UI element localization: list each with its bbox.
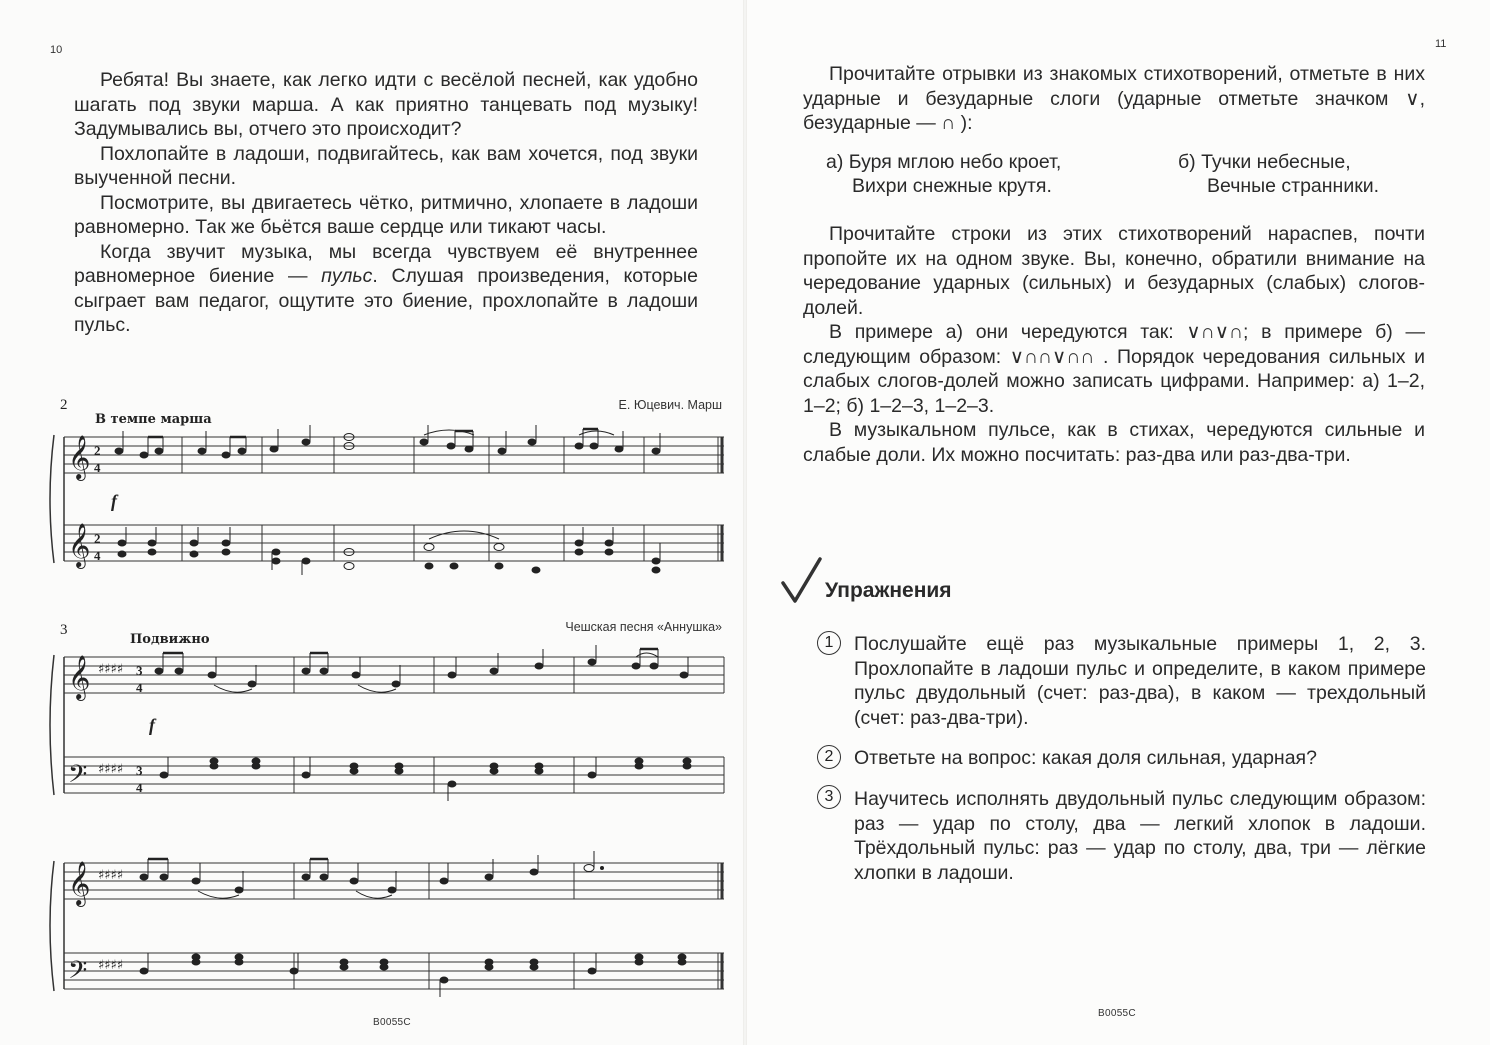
svg-text:4: 4 xyxy=(94,548,101,563)
svg-text:𝄢: 𝄢 xyxy=(68,956,88,991)
poem-a-line-2: Вихри снежные крутя. xyxy=(852,175,1052,197)
explanation-paragraph-2: В примере а) они чередуются так: ∨∩∨∩; в примере б) — следующим образом: ∨∩∩∨∩∩ . Порядок чередования сильных и слабых слогов-долей можно записать цифрами. Например: а) 1–2, 1–2; б) 1–2–3, 1–2–3. xyxy=(803,321,1425,417)
svg-text:3: 3 xyxy=(136,663,143,678)
poem-b xyxy=(1178,150,1379,198)
example-3-tempo: Подвижно xyxy=(130,632,210,647)
explanation-paragraph-1: Прочитайте строки из этих стихотворений нараспев, почти пропойте их на одном звуке. Вы, конечно, обратили внимание на чередование ударных (сильных) и безударных (слабых) слогов-долей. xyxy=(803,223,1425,319)
exercises-title: Упражнения xyxy=(825,579,952,602)
svg-text:𝄞: 𝄞 xyxy=(68,523,91,567)
exercise-3-text: Научитесь исполнять двудольный пульс следующим образом: раз — удар по столу, два — легкий хлопок в ладоши. Трёхдольный пульс: раз — удар по столу, два, три — лёгкие хлопки в ладоши. xyxy=(854,788,1426,884)
task-paragraph: Прочитайте отрывки из знакомых стихотворений, отметьте в них ударные и безударные слоги (ударные отметьте значком ∨, безударные — ∩ ): xyxy=(803,63,1425,134)
exercise-2-text: Ответьте на вопрос: какая доля сильная, ударная? xyxy=(854,747,1317,769)
svg-text:♯♯♯♯: ♯♯♯♯ xyxy=(98,868,124,883)
svg-text:♯♯♯♯: ♯♯♯♯ xyxy=(98,762,124,777)
example-2-composer: Е. Юцевич. Марш xyxy=(618,398,722,412)
exercise-3-number: 3 xyxy=(817,785,841,809)
explanation-paragraph-3: В музыкальном пульсе, как в стихах, чередуются сильные и слабые доли. Их можно посчитать: раз-два или раз-два-три. xyxy=(803,419,1425,466)
svg-text:4: 4 xyxy=(136,680,143,695)
poem-a-line-1: а) Буря мглою небо кроет, xyxy=(826,151,1062,173)
example-3-score-system-2 xyxy=(44,855,734,1000)
task-text xyxy=(803,62,1425,136)
explanation-text xyxy=(803,222,1425,467)
page-number-right: 11 xyxy=(1435,38,1447,50)
pulse-text-before: Когда звучит музыка, мы всегда чувствуем её внутреннее равномерное биение — xyxy=(74,240,698,287)
example-2-dynamic: f xyxy=(111,491,117,511)
checkmark-icon xyxy=(780,557,822,605)
poem-b-line-1: б) Тучки небесные, xyxy=(1178,151,1351,173)
example-3-dynamic: f xyxy=(149,715,155,735)
book-code-right: B0055C xyxy=(1098,1008,1136,1019)
intro-paragraph-1: Ребята! Вы знаете, как легко идти с весёлой песней, как удобно шагать под звуки марша. А как приятно танцевать под музыку! Задумывались вы, отчего это происходит? xyxy=(74,69,698,140)
poem-a xyxy=(826,150,1061,198)
page-number-left: 10 xyxy=(50,44,63,56)
example-2-score xyxy=(44,425,734,595)
svg-text:𝄞: 𝄞 xyxy=(68,861,91,905)
svg-text:♯♯♯♯: ♯♯♯♯ xyxy=(98,662,124,677)
example-3-score-system-1 xyxy=(44,645,734,810)
svg-text:𝄞: 𝄞 xyxy=(68,435,91,479)
svg-text:𝄞: 𝄞 xyxy=(68,655,91,699)
svg-text:3: 3 xyxy=(136,763,143,778)
svg-text:4: 4 xyxy=(136,780,143,795)
intro-text xyxy=(74,68,698,338)
pulse-term: пульс xyxy=(321,265,373,287)
example-2-tempo: В темпе марша xyxy=(95,412,212,427)
book-gutter xyxy=(743,0,747,1045)
svg-text:𝄢: 𝄢 xyxy=(68,760,88,795)
pulse-text-after: . Слушая произведения, которые сыграет вам педагог, ощутите это биение, прохлопайте в ладоши пульс. xyxy=(74,265,698,336)
svg-text:4: 4 xyxy=(94,460,101,475)
svg-text:2: 2 xyxy=(94,443,101,458)
book-code-left: B0055C xyxy=(373,1017,411,1028)
pulse-paragraph xyxy=(74,240,698,338)
poem-b-line-2: Вечные странники. xyxy=(1207,175,1380,197)
example-3-number: 3 xyxy=(60,622,68,638)
svg-text:♯♯♯♯: ♯♯♯♯ xyxy=(98,958,124,973)
exercise-1-text: Послушайте ещё раз музыкальные примеры 1, 2, 3. Прохлопайте в ладоши пульс и определите, в каком примере пульс двудольный (счет: раз-два), в каком — трехдольный (счет: раз-два-три). xyxy=(854,633,1426,729)
intro-paragraph-2: Похлопайте в ладоши, подвигайтесь, как вам хочется, под звуки выученной песни. xyxy=(74,142,698,189)
intro-paragraph-3: Посмотрите, вы двигаетесь чётко, ритмично, хлопаете в ладоши равномерно. Так же бьётся ваше сердце или тикают часы. xyxy=(74,191,698,238)
exercise-2-number: 2 xyxy=(817,745,841,769)
example-3-composer: Чешская песня «Аннушка» xyxy=(565,620,722,634)
exercise-1-number: 1 xyxy=(817,631,841,655)
svg-text:2: 2 xyxy=(94,531,101,546)
example-2-number: 2 xyxy=(60,397,68,413)
